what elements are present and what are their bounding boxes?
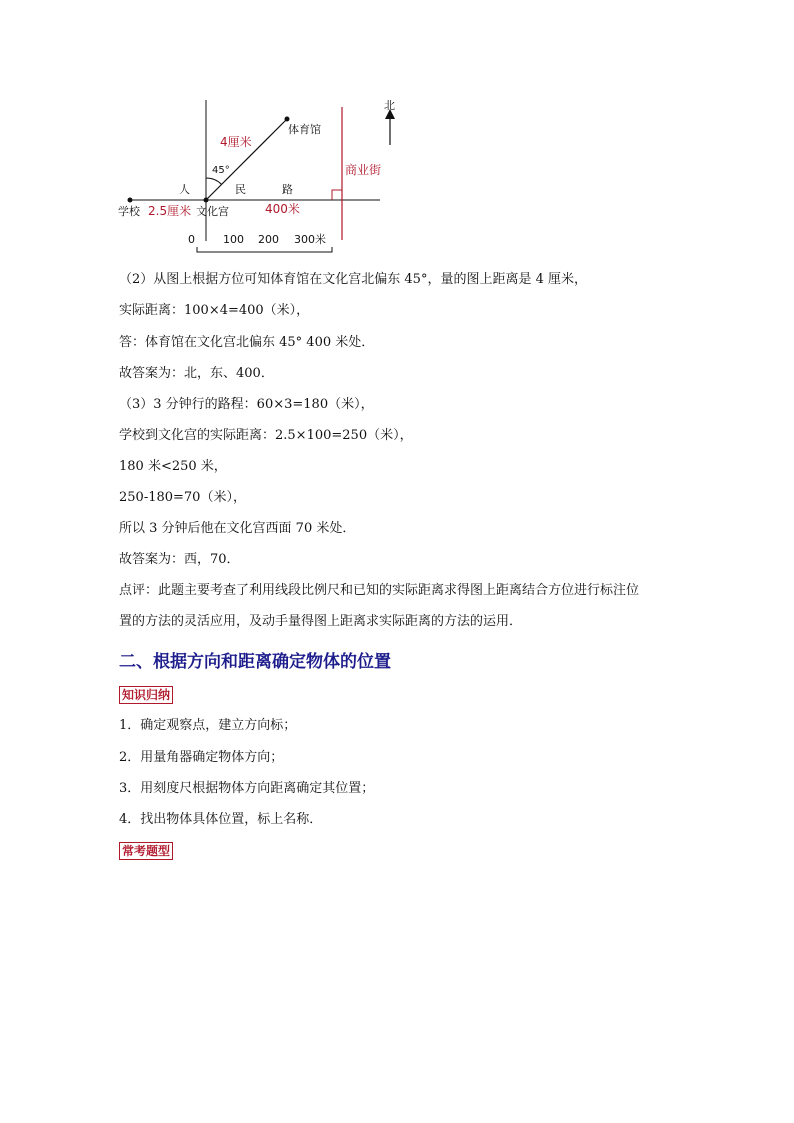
text-line-6: 学校到文化宫的实际距离：2.5×100=250（米）， xyxy=(119,428,413,443)
section-heading: 二、根据方向和距离确定物体的位置 xyxy=(119,652,391,672)
palace-label: 文化宫 xyxy=(196,205,229,218)
step-4: 4．找出物体具体位置，标上名称． xyxy=(119,812,323,827)
stadium-point xyxy=(285,117,290,122)
common-questions-tag: 常考题型 xyxy=(119,842,173,860)
scale-tick-300: 300米 xyxy=(294,233,326,246)
palace-point xyxy=(204,198,209,203)
text-line-2: 实际距离：100×4=400（米）， xyxy=(119,303,310,318)
direction-diagram xyxy=(110,95,410,255)
road-char-3: 路 xyxy=(282,183,293,196)
north-label: 北 xyxy=(384,99,395,112)
stadium-ray xyxy=(206,119,287,200)
text-line-9: 所以 3 分钟后他在文化宫西面 70 米处． xyxy=(119,521,356,536)
stadium-distance-label: 4厘米 xyxy=(220,135,252,149)
angle-arc xyxy=(206,178,222,184)
knowledge-summary-tag: 知识归纳 xyxy=(119,686,173,704)
step-3: 3．用刻度尺根据物体方向距离确定其位置； xyxy=(119,781,375,796)
angle-label: 45° xyxy=(212,165,230,176)
school-point xyxy=(128,198,133,203)
school-distance-label: 2.5厘米 xyxy=(148,204,192,218)
scale-tick-100: 100 xyxy=(223,233,244,246)
text-line-10: 故答案为：西，70． xyxy=(119,552,240,567)
comment-line-1: 点评：此题主要考查了利用线段比例尺和已知的实际距离求得图上距离结合方位进行标注位 xyxy=(119,583,640,598)
scale-bar xyxy=(197,247,332,252)
school-label: 学校 xyxy=(118,205,140,218)
text-line-3: 答：体育馆在文化宫北偏东 45° 400 米处． xyxy=(119,335,375,350)
stadium-label: 体育馆 xyxy=(288,123,321,136)
text-line-1: （2）从图上根据方位可知体育馆在文化宫北偏东 45°，量的图上距离是 4 厘米， xyxy=(119,272,587,287)
street-distance-label: 400米 xyxy=(265,202,300,216)
text-line-7: 180 米<250 米， xyxy=(119,459,227,474)
step-2: 2．用量角器确定物体方向； xyxy=(119,750,284,765)
step-1: 1．确定观察点，建立方向标； xyxy=(119,718,297,733)
road-char-1: 人 xyxy=(179,183,190,196)
text-line-8: 250-180=70（米）， xyxy=(119,490,246,505)
text-line-5: （3）3 分钟行的路程：60×3=180（米）， xyxy=(119,397,374,412)
right-angle-mark xyxy=(332,190,342,200)
text-line-4: 故答案为：北，东、400． xyxy=(119,366,274,381)
scale-tick-0: 0 xyxy=(188,233,195,246)
commercial-street-label: 商业街 xyxy=(345,163,382,177)
comment-line-2: 置的方法的灵活应用，及动手量得图上距离求实际距离的方法的运用． xyxy=(119,614,523,629)
road-char-2: 民 xyxy=(235,183,246,196)
scale-tick-200: 200 xyxy=(258,233,279,246)
